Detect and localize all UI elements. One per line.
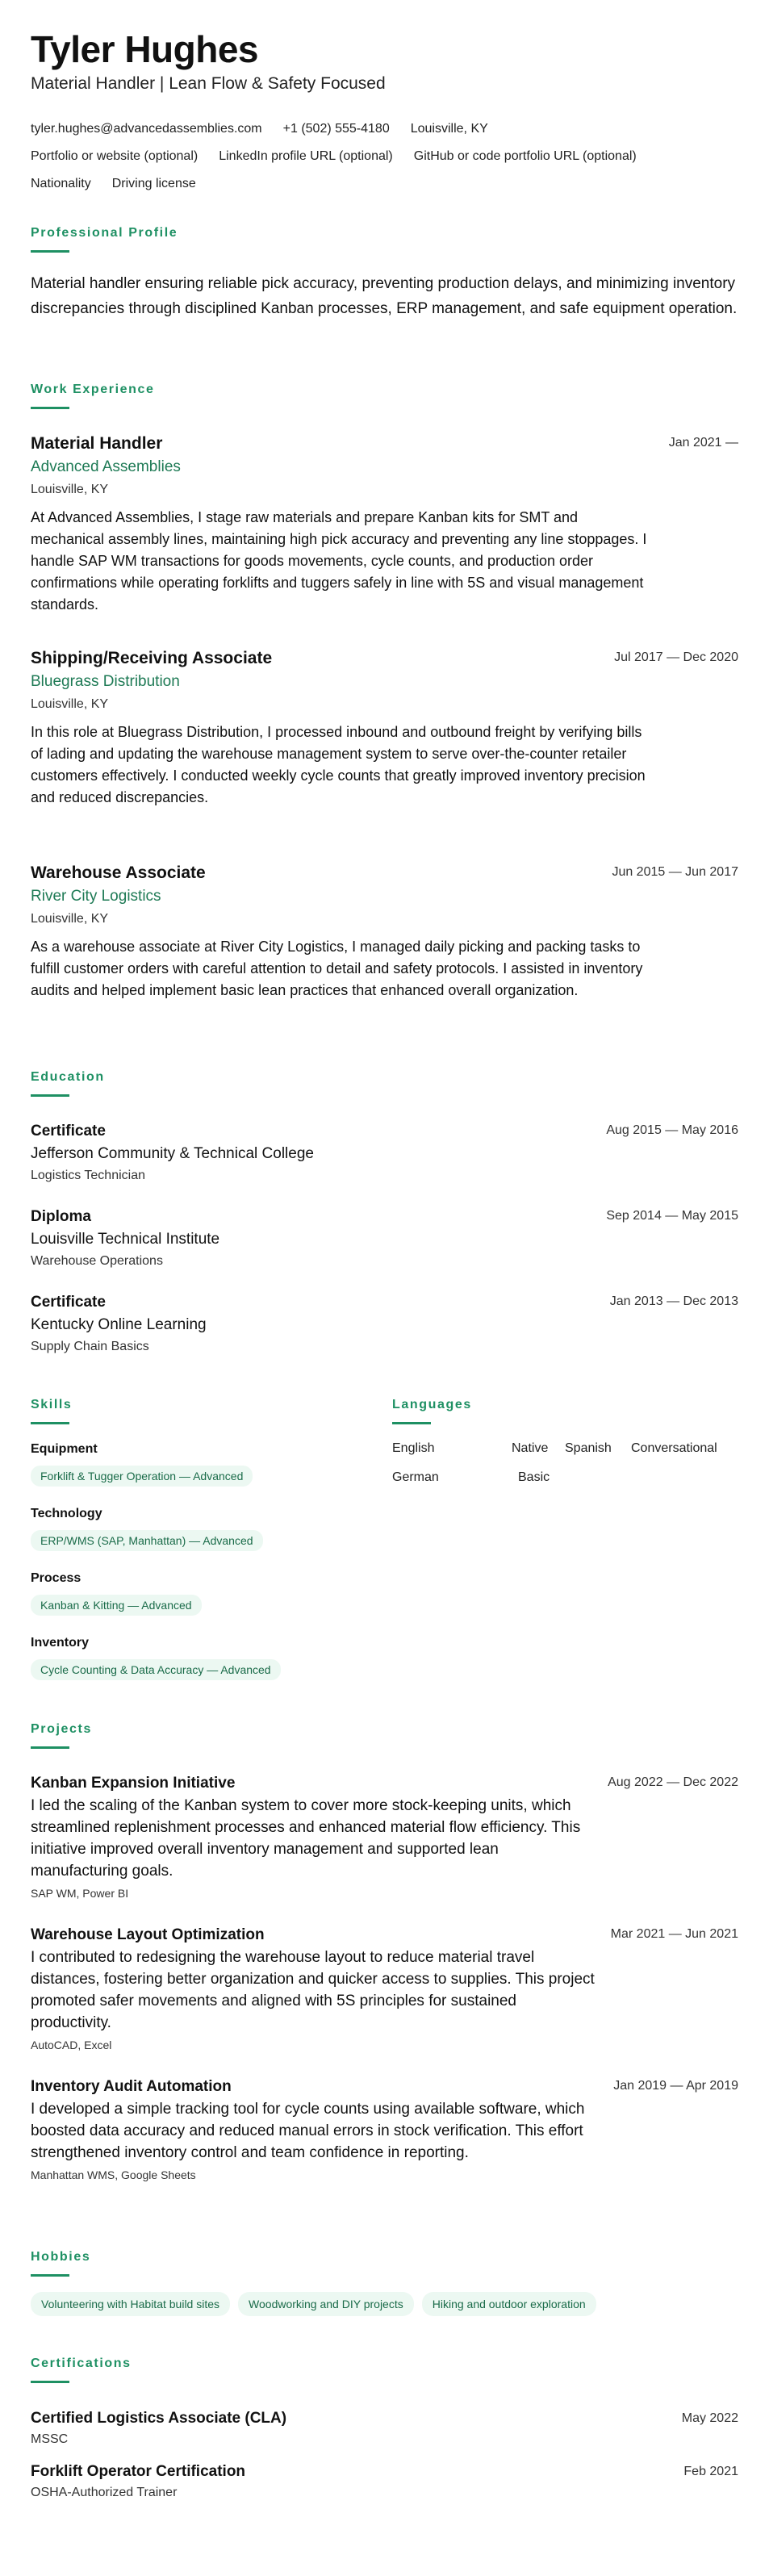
hobby-pill: Woodworking and DIY projects xyxy=(238,2292,414,2316)
job-dates: Jun 2015 — Jun 2017 xyxy=(612,865,738,879)
education-degree: Diploma xyxy=(31,1208,91,1225)
section-rule xyxy=(31,2274,69,2277)
education-dates: Jan 2013 — Dec 2013 xyxy=(609,1294,738,1308)
job-location: Louisville, KY xyxy=(31,697,109,711)
education-item xyxy=(31,1206,738,1272)
education-school: Louisville Technical Institute xyxy=(31,1231,220,1248)
section-title-skills: Skills xyxy=(31,1398,73,1411)
language-name: English xyxy=(392,1441,435,1455)
skill-category: Inventory xyxy=(31,1636,90,1650)
education-item xyxy=(31,1291,738,1357)
skill-group xyxy=(31,1440,370,1487)
certification-date: Feb 2021 xyxy=(683,2465,738,2478)
project-description: I contributed to redesigning the warehouse layout to reduce material travel distances, fostering better organization and quicker access to supplies. This project promoted safer movements and aligned with 5S principles for sustained productivity. xyxy=(31,1949,595,2031)
section-title-experience: Work Experience xyxy=(31,383,155,396)
education-degree: Certificate xyxy=(31,1123,106,1140)
certification-date: May 2022 xyxy=(681,2411,738,2425)
language-name: Spanish xyxy=(565,1441,612,1455)
hobby-pill: Volunteering with Habitat build sites xyxy=(31,2292,230,2316)
project-tech: SAP WM, Power BI xyxy=(31,1887,129,1900)
job-dates: Jul 2017 — Dec 2020 xyxy=(614,650,738,664)
contact-email[interactable]: tyler.hughes@advancedassemblies.com xyxy=(31,122,262,136)
language-level: Conversational xyxy=(631,1441,717,1455)
project-dates: Jan 2019 — Apr 2019 xyxy=(613,2079,738,2093)
candidate-headline: Material Handler | Lean Flow & Safety Focused xyxy=(31,74,386,93)
section-rule xyxy=(31,1422,69,1424)
education-degree: Certificate xyxy=(31,1294,106,1311)
certification-name: Forklift Operator Certification xyxy=(31,2463,246,2480)
section-rule xyxy=(31,250,69,253)
education-school: Jefferson Community & Technical College xyxy=(31,1145,314,1162)
job-company: Advanced Assemblies xyxy=(31,458,181,475)
skill-group xyxy=(31,1633,370,1680)
project-description: I developed a simple tracking tool for cycle counts using available software, which boosted data accuracy and reduced manual errors in stock verification. This effort strengthened inventory control and team confidence in reporting. xyxy=(31,2101,585,2161)
project-name: Inventory Audit Automation xyxy=(31,2078,232,2095)
section-title-education: Education xyxy=(31,1070,105,1084)
contact-portfolio[interactable]: Portfolio or website (optional) xyxy=(31,149,199,163)
section-title-languages: Languages xyxy=(392,1398,472,1411)
language-level: Native xyxy=(512,1441,549,1455)
job-title: Material Handler xyxy=(31,434,163,453)
project-name: Kanban Expansion Initiative xyxy=(31,1775,236,1792)
education-area: Supply Chain Basics xyxy=(31,1340,149,1353)
section-title-certifications: Certifications xyxy=(31,2356,132,2370)
project-dates: Mar 2021 — Jun 2021 xyxy=(610,1927,738,1941)
certification-item xyxy=(31,2461,738,2503)
section-rule xyxy=(31,2381,69,2383)
education-area: Warehouse Operations xyxy=(31,1254,163,1268)
hobby-list xyxy=(31,2292,738,2316)
section-rule xyxy=(31,1746,69,1749)
job-title: Shipping/Receiving Associate xyxy=(31,649,273,667)
contact-nationality: Nationality xyxy=(31,177,91,190)
job-company: Bluegrass Distribution xyxy=(31,673,180,690)
education-dates: Sep 2014 — May 2015 xyxy=(606,1209,738,1223)
section-rule xyxy=(392,1422,431,1424)
job-dates: Jan 2021 — xyxy=(668,436,738,450)
contact-list xyxy=(31,115,741,198)
section-title-hobbies: Hobbies xyxy=(31,2250,91,2264)
contact-driving-license: Driving license xyxy=(111,177,196,190)
certification-name: Certified Logistics Associate (CLA) xyxy=(31,2410,287,2427)
skill-pill: Forklift & Tugger Operation — Advanced xyxy=(31,1466,253,1487)
project-item xyxy=(31,2076,738,2185)
skill-pill: Kanban & Kitting — Advanced xyxy=(31,1595,202,1616)
project-tech: Manhattan WMS, Google Sheets xyxy=(31,2168,196,2181)
project-item xyxy=(31,1924,738,2055)
education-dates: Aug 2015 — May 2016 xyxy=(606,1123,738,1137)
contact-linkedin[interactable]: LinkedIn profile URL (optional) xyxy=(219,149,393,163)
project-description: I led the scaling of the Kanban system to cover more stock-keeping units, which streamlined replenishment processes and enhanced material flow efficiency. This initiative improved overall inventory management and supported lean manufacturing goals. xyxy=(31,1797,581,1880)
profile-summary: Material handler ensuring reliable pick accuracy, preventing production delays, and minimizing inventory discrepancies through disciplined Kanban processes, ERP management, and safe equipment operation. xyxy=(31,275,738,317)
education-area: Logistics Technician xyxy=(31,1169,146,1182)
skill-pill: ERP/WMS (SAP, Manhattan) — Advanced xyxy=(31,1530,263,1551)
hobby-pill: Hiking and outdoor exploration xyxy=(422,2292,596,2316)
skill-category: Technology xyxy=(31,1507,102,1520)
certification-item xyxy=(31,2408,738,2450)
job-location: Louisville, KY xyxy=(31,912,109,926)
job-description: At Advanced Assemblies, I stage raw materials and prepare Kanban kits for SMT and mechanical assembly lines, maintaining high pick accuracy and preventing any line stoppages. I handle SAP WM transactions for goods movements, cycle counts, and production order confirmations while operating forklifts and tuggers safely in line with 5S and visual management standards. xyxy=(31,509,647,613)
experience-item xyxy=(31,647,738,809)
section-rule xyxy=(31,407,69,409)
skill-group xyxy=(31,1504,370,1551)
language-name: German xyxy=(392,1470,439,1484)
project-name: Warehouse Layout Optimization xyxy=(31,1926,265,1943)
experience-item xyxy=(31,862,738,1002)
section-rule xyxy=(31,1094,69,1097)
job-description: As a warehouse associate at River City Logistics, I managed daily picking and packing tasks to fulfill customer orders with careful attention to detail and safety protocols. I assisted in inventory audits and helped implement basic lean practices that enhanced overall organization. xyxy=(31,939,643,998)
project-dates: Aug 2022 — Dec 2022 xyxy=(608,1775,738,1789)
skill-category: Equipment xyxy=(31,1442,98,1456)
candidate-name: Tyler Hughes xyxy=(31,28,258,70)
job-title: Warehouse Associate xyxy=(31,864,206,882)
skill-category: Process xyxy=(31,1571,81,1585)
language-level: Basic xyxy=(518,1470,550,1484)
skill-group xyxy=(31,1569,370,1616)
job-company: River City Logistics xyxy=(31,888,161,905)
contact-location: Louisville, KY xyxy=(410,122,488,136)
job-location: Louisville, KY xyxy=(31,483,109,496)
section-title-profile: Professional Profile xyxy=(31,226,178,240)
experience-item xyxy=(31,433,738,616)
section-title-projects: Projects xyxy=(31,1722,92,1736)
education-item xyxy=(31,1120,738,1186)
contact-phone[interactable]: +1 (502) 555-4180 xyxy=(282,122,390,136)
contact-github[interactable]: GitHub or code portfolio URL (optional) xyxy=(413,149,637,163)
certification-issuer: OSHA-Authorized Trainer xyxy=(31,2486,178,2499)
job-description: In this role at Bluegrass Distribution, I processed inbound and outbound freight by verifying bills of lading and updating the warehouse management system to serve over-the-counter retailer customers effectively. I conducted weekly cycle counts that greatly improved inventory precision and reduced discrepancies. xyxy=(31,724,646,805)
education-school: Kentucky Online Learning xyxy=(31,1316,207,1333)
project-tech: AutoCAD, Excel xyxy=(31,2039,112,2051)
certification-issuer: MSSC xyxy=(31,2432,69,2446)
skill-pill: Cycle Counting & Data Accuracy — Advanced xyxy=(31,1659,281,1680)
project-item xyxy=(31,1772,738,1903)
